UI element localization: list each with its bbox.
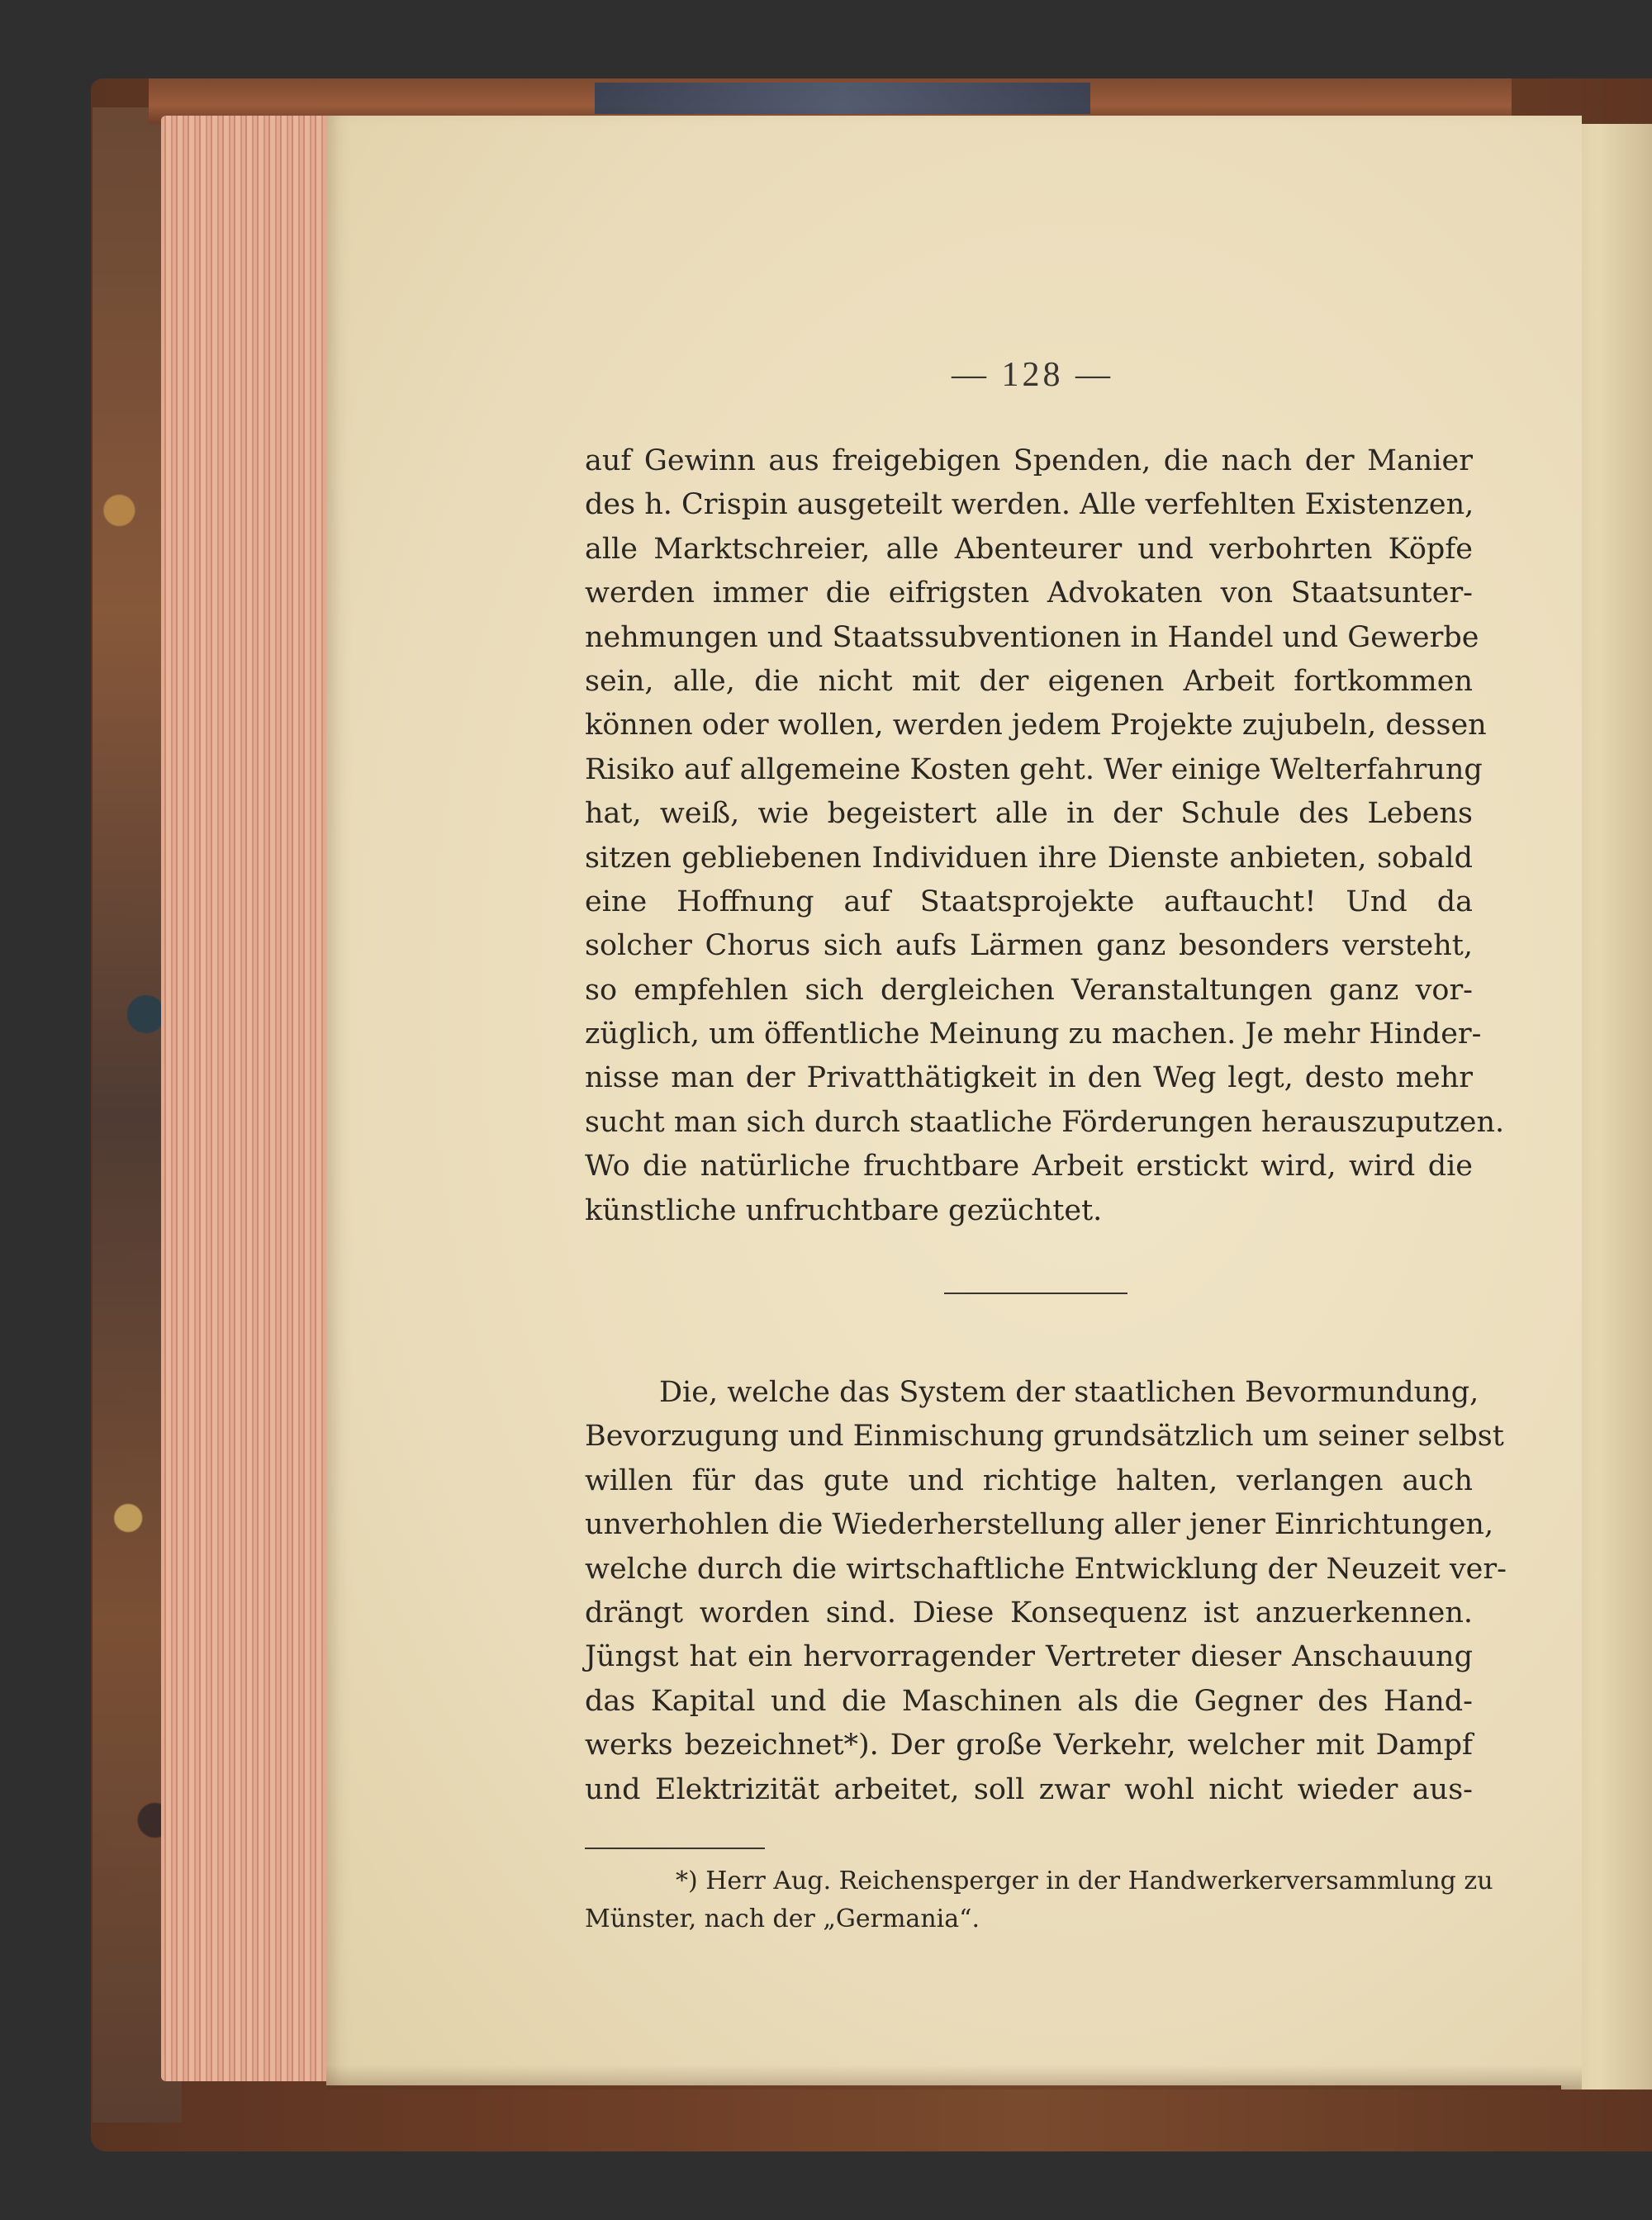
text-line: des h. Crispin ausgeteilt werden. Alle verfehlten Existenzen, bbox=[585, 488, 1474, 522]
text-line: Die, welche das System der staatlichen Bevormundung, bbox=[659, 1376, 1479, 1409]
text-line: sein, alle, die nicht mit der eigenen Arbeit fortkommen bbox=[585, 664, 1473, 698]
text-line: Jüngst hat ein hervorragender Vertreter dieser Anschauung bbox=[585, 1640, 1473, 1674]
text-line: so empfehlen sich dergleichen Veranstaltungen ganz vor- bbox=[585, 973, 1473, 1007]
text-line: nisse man der Privatthätigkeit in den Weg legt, desto mehr bbox=[585, 1061, 1473, 1095]
page-number: — 128 — bbox=[952, 356, 1113, 394]
text-line: welche durch die wirtschaftliche Entwicklung der Neuzeit ver- bbox=[585, 1552, 1507, 1586]
text-line: unverhohlen die Wiederherstellung aller jener Einrichtungen, bbox=[585, 1508, 1494, 1542]
text-line: hat, weiß, wie begeistert alle in der Schule des Lebens bbox=[585, 797, 1473, 831]
section-divider bbox=[944, 1293, 1127, 1294]
text-line: können oder wollen, werden jedem Projekte zujubeln, dessen bbox=[585, 709, 1487, 742]
text-line: werks bezeichnet*). Der große Verkehr, welcher mit Dampf bbox=[585, 1729, 1473, 1762]
footnote-line: Münster, nach der „Germania“. bbox=[585, 1905, 980, 1933]
footnote-divider bbox=[585, 1848, 765, 1849]
text-line: werden immer die eifrigsten Advokaten von Staatsunter- bbox=[585, 576, 1473, 610]
text-line: künstliche unfruchtbare gezüchtet. bbox=[585, 1193, 1103, 1227]
footnote bbox=[585, 1862, 1493, 1938]
paragraph-1 bbox=[585, 439, 1505, 1233]
page-bottom-shadow bbox=[326, 2065, 1582, 2090]
text-line: züglich, um öffentliche Meinung zu machen. Je mehr Hinder- bbox=[585, 1017, 1482, 1051]
text-line: eine Hoffnung auf Staatsprojekte auftaucht! Und da bbox=[585, 885, 1473, 918]
footnote-line: *) Herr Aug. Reichensperger in der Handwerkerversammlung zu bbox=[676, 1867, 1493, 1895]
book-spine-ribbon bbox=[595, 83, 1090, 114]
text-line: alle Marktschreier, alle Abenteurer und verbohrten Köpfe bbox=[585, 532, 1473, 566]
page-edge-stack bbox=[161, 116, 335, 2081]
text-line: Bevorzugung und Einmischung grundsätzlich um seiner selbst bbox=[585, 1420, 1504, 1454]
text-line: drängt worden sind. Diese Konsequenz ist anzuerkennen. bbox=[585, 1596, 1473, 1629]
text-line: sitzen gebliebenen Individuen ihre Dienste anbieten, sobald bbox=[585, 841, 1473, 875]
text-line: auf Gewinn aus freigebigen Spenden, die nach der Manier bbox=[585, 444, 1473, 477]
paragraph-2 bbox=[585, 1371, 1507, 1812]
text-line: willen für das gute und richtige halten, verlangen auch bbox=[585, 1463, 1473, 1497]
text-line: das Kapital und die Maschinen als die Gegner des Hand- bbox=[585, 1684, 1473, 1718]
text-line: solcher Chorus sich aufs Lärmen ganz besonders versteht, bbox=[585, 929, 1473, 963]
text-line: und Elektrizität arbeitet, soll zwar wohl nicht wieder aus- bbox=[585, 1772, 1473, 1806]
text-line: nehmungen und Staatssubventionen in Handel und Gewerbe bbox=[585, 620, 1479, 654]
text-line: Wo die natürliche fruchtbare Arbeit erstickt wird, wird die bbox=[585, 1150, 1473, 1184]
text-line: Risiko auf allgemeine Kosten geht. Wer einige Welterfahrung bbox=[585, 752, 1483, 786]
text-line: sucht man sich durch staatliche Förderungen herauszuputzen. bbox=[585, 1105, 1505, 1139]
